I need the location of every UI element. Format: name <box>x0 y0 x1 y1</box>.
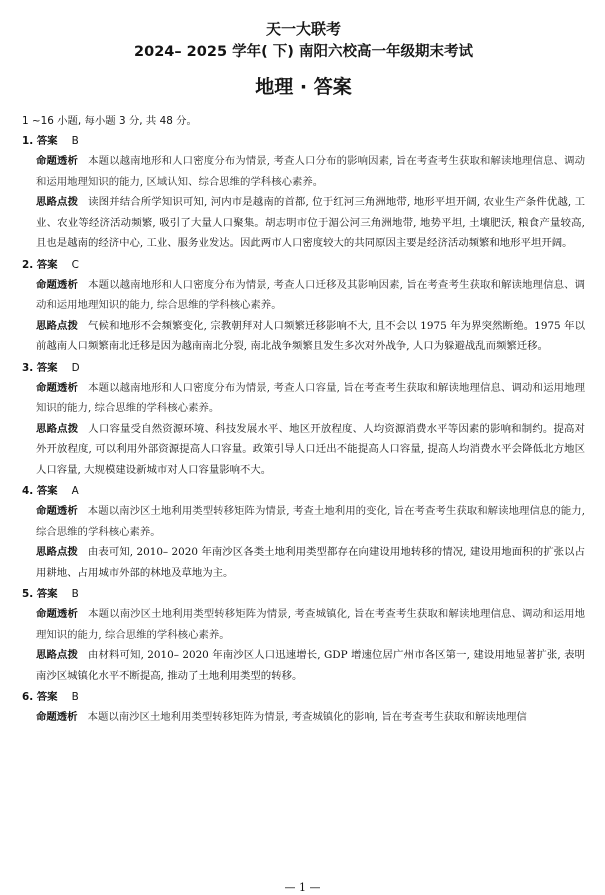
section-label: 思路点拨 <box>36 196 79 208</box>
section-text: 本题以越南地形和人口密度分布为情景, 考查人口迁移及其影响因素, 旨在考查考生获取和解读地理信息、调动和运用地理知识的能力, 综合思维的学科核心素养。 <box>36 278 585 311</box>
section-text: 本题以越南地形和人口密度分布为情景, 考查人口分布的影响因素, 旨在考查考生获取和解读地理信息、调动和运用地理知识的能力, 区域认知、综合思维的学科核心素养。 <box>36 155 585 188</box>
section-label: 思路点拨 <box>36 546 78 558</box>
score-intro: 1 ~16 小题, 每小题 3 分, 共 48 分。 <box>22 115 197 127</box>
section-label: 命题透析 <box>36 608 79 620</box>
section-label: 命题透析 <box>36 381 79 394</box>
answer-choice: C <box>71 258 79 271</box>
section-text: 气候和地形不会频繁变化, 宗教朝拜对人口频繁迁移影响不大, 且不会以 1975 年为界突然断绝。1975 年以前越南人口频繁南北迁移是因为越南南北分裂, 南北战争频繁且发生多次对外战争, 人口为躲避战乱而频繁迁移。 <box>36 319 585 352</box>
section-label: 思路点拨 <box>36 649 79 661</box>
answer-label: 5. 答案 <box>22 588 58 600</box>
section-label: 思路点拨 <box>36 422 79 435</box>
section-text: 本题以越南地形和人口密度分布为情景, 考查人口容量, 旨在考查考生获取和解读地理信息、调动和运用地理知识的能力, 综合思维的学科核心素养。 <box>36 381 585 414</box>
answer-choice: B <box>71 135 79 147</box>
answer-label: 3. 答案 <box>22 361 58 374</box>
answer-label: 6. 答案 <box>22 691 58 703</box>
section-text: 人口容量受自然资源环境、科技发展水平、地区开放程度、人均资源消费水平等因素的影响和制约。提高对外开放程度, 可以利用外部资源提高人口容量。政策引导人口迁出不能提高人口容量, 提高人均消费水平会降低北方地区人口容量, 大规模建设新城市对人口容量影响不大。 <box>36 422 586 476</box>
question-item <box>22 359 585 481</box>
question-item <box>22 256 585 357</box>
section-label: 命题透析 <box>36 505 78 517</box>
question-item <box>22 482 585 583</box>
question-list <box>22 132 585 728</box>
section-label: 命题透析 <box>36 155 79 167</box>
answer-label: 2. 答案 <box>22 258 58 271</box>
exam-title: 2024– 2025 学年( 下) 南阳六校高一年级期末考试 <box>134 44 473 60</box>
section-label: 命题透析 <box>36 278 79 291</box>
answer-choice: D <box>71 361 80 374</box>
section-text: 本题以南沙区土地利用类型转移矩阵为情景, 考查城镇化, 旨在考查考生获取和解读地理信息、调动和运用地理知识的能力, 综合思维的学科核心素养。 <box>36 608 585 641</box>
section-text: 由表可知, 2010– 2020 年南沙区各类土地利用类型都存在向建设用地转移的情况, 建设用地面积的扩张以占用耕地、占用城市外部的林地及草地为主。 <box>36 546 586 579</box>
answer-label: 4. 答案 <box>22 485 58 497</box>
page-number: — 1 — <box>284 881 321 894</box>
section-text: 由材料可知, 2010– 2020 年南沙区人口迅速增长, GDP 增速位居广州市各区第一, 建设用地显著扩张, 表明南沙区城镇化水平不断提高, 推动了土地利用类型的转移。 <box>36 649 585 682</box>
answer-choice: A <box>71 485 79 497</box>
section-label: 命题透析 <box>36 711 78 723</box>
question-item <box>22 688 585 728</box>
answer-choice: B <box>71 588 79 600</box>
question-item <box>22 585 585 686</box>
exam-org-title: 天一大联考 <box>265 20 341 38</box>
answer-choice: B <box>71 691 79 703</box>
answer-label: 1. 答案 <box>22 135 58 147</box>
section-label: 思路点拨 <box>36 319 79 332</box>
section-text: 本题以南沙区土地利用类型转移矩阵为情景, 考查城镇化的影响, 旨在考查考生获取和解读地理信 <box>87 711 527 723</box>
section-text: 本题以南沙区土地利用类型转移矩阵为情景, 考查土地利用的变化, 旨在考查考生获取和解读地理信息的能力, 综合思维的学科核心素养。 <box>36 505 586 538</box>
question-item <box>22 132 585 254</box>
section-text: 读图并结合所学知识可知, 河内市是越南的首都, 位于红河三角洲地带, 地形平坦开阔, 农业生产条件优越, 工业、农业等经济活动频繁, 吸引了大量人口聚集。胡志明市位于湄公河三角洲地带, 地势平坦, 土壤肥沃, 粮食产量较高, 且也是越南的经济中心, 工业、服务业发达。因此两市人口密度较大的共同原因主要是经济活动频繁和地形平坦开阔。 <box>36 196 586 249</box>
subject-title: 地理 · 答案 <box>255 76 352 98</box>
